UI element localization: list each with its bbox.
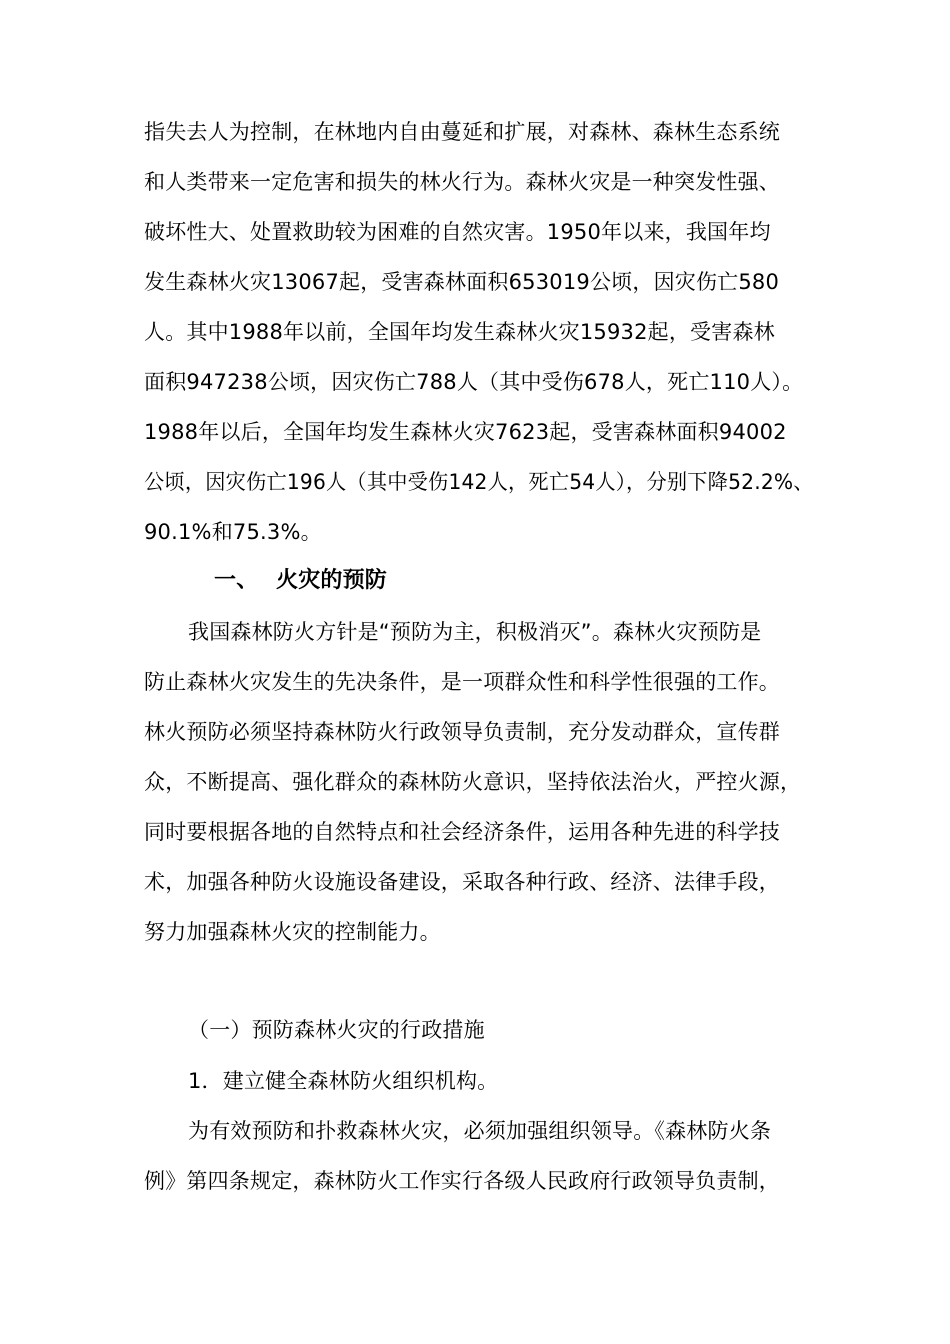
paragraph-2-line-6: 术，加强各种防火设施设备建设，采取各种行政、经济、法律手段， <box>144 870 780 894</box>
paragraph-3-line-2: 例》第四条规定，森林防火工作实行各级人民政府行政领导负责制， <box>144 1169 780 1193</box>
subsection-heading: （一）预防森林火灾的行政措施 <box>188 1018 485 1042</box>
paragraph-2-line-5: 同时要根据各地的自然特点和社会经济条件，运用各种先进的科学技 <box>144 820 780 844</box>
section-heading-title: 火灾的预防 <box>276 568 388 593</box>
paragraph-1-line-8: 公顷，因灾伤亡196人（其中受伤142人，死亡54人），分别下降52.2%、 <box>144 470 814 494</box>
paragraph-1-line-3: 破坏性大、处置救助较为困难的自然灾害。1950年以来，我国年均 <box>144 220 771 244</box>
paragraph-2-line-3: 林火预防必须坚持森林防火行政领导负责制，充分发动群众，宣传群 <box>144 720 780 744</box>
paragraph-1-line-4: 发生森林火灾13067起，受害森林面积653019公顷，因灾伤亡580 <box>144 270 780 294</box>
paragraph-1-line-9: 90.1%和75.3%。 <box>144 520 322 544</box>
paragraph-1-line-2: 和人类带来一定危害和损失的林火行为。森林火灾是一种突发性强、 <box>144 170 780 194</box>
section-heading <box>214 566 387 596</box>
section-heading-number: 一、 <box>214 568 259 593</box>
paragraph-2-line-2: 防止森林火灾发生的先决条件，是一项群众性和科学性很强的工作。 <box>144 670 780 694</box>
paragraph-1-line-7: 1988年以后，全国年均发生森林火灾7623起，受害森林面积94002 <box>144 420 787 444</box>
paragraph-2-line-7: 努力加强森林火灾的控制能力。 <box>144 920 441 944</box>
paragraph-2-line-4: 众，不断提高、强化群众的森林防火意识，坚持依法治火，严控火源， <box>144 770 802 794</box>
paragraph-1-line-5: 人。其中1988年以前，全国年均发生森林火灾15932起，受害森林 <box>144 320 775 344</box>
paragraph-1-line-1: 指失去人为控制，在林地内自由蔓延和扩展，对森林、森林生态系统 <box>144 120 780 144</box>
paragraph-1-line-6: 面积947238公顷，因灾伤亡788人（其中受伤678人，死亡110人）。 <box>144 370 804 394</box>
list-item-1: 1．建立健全森林防火组织机构。 <box>188 1069 499 1093</box>
paragraph-3-line-1: 为有效预防和扑救森林火灾，必须加强组织领导。《森林防火条 <box>188 1119 772 1143</box>
paragraph-2-line-1: 我国森林防火方针是“预防为主，积极消灭”。森林火灾预防是 <box>188 620 762 644</box>
